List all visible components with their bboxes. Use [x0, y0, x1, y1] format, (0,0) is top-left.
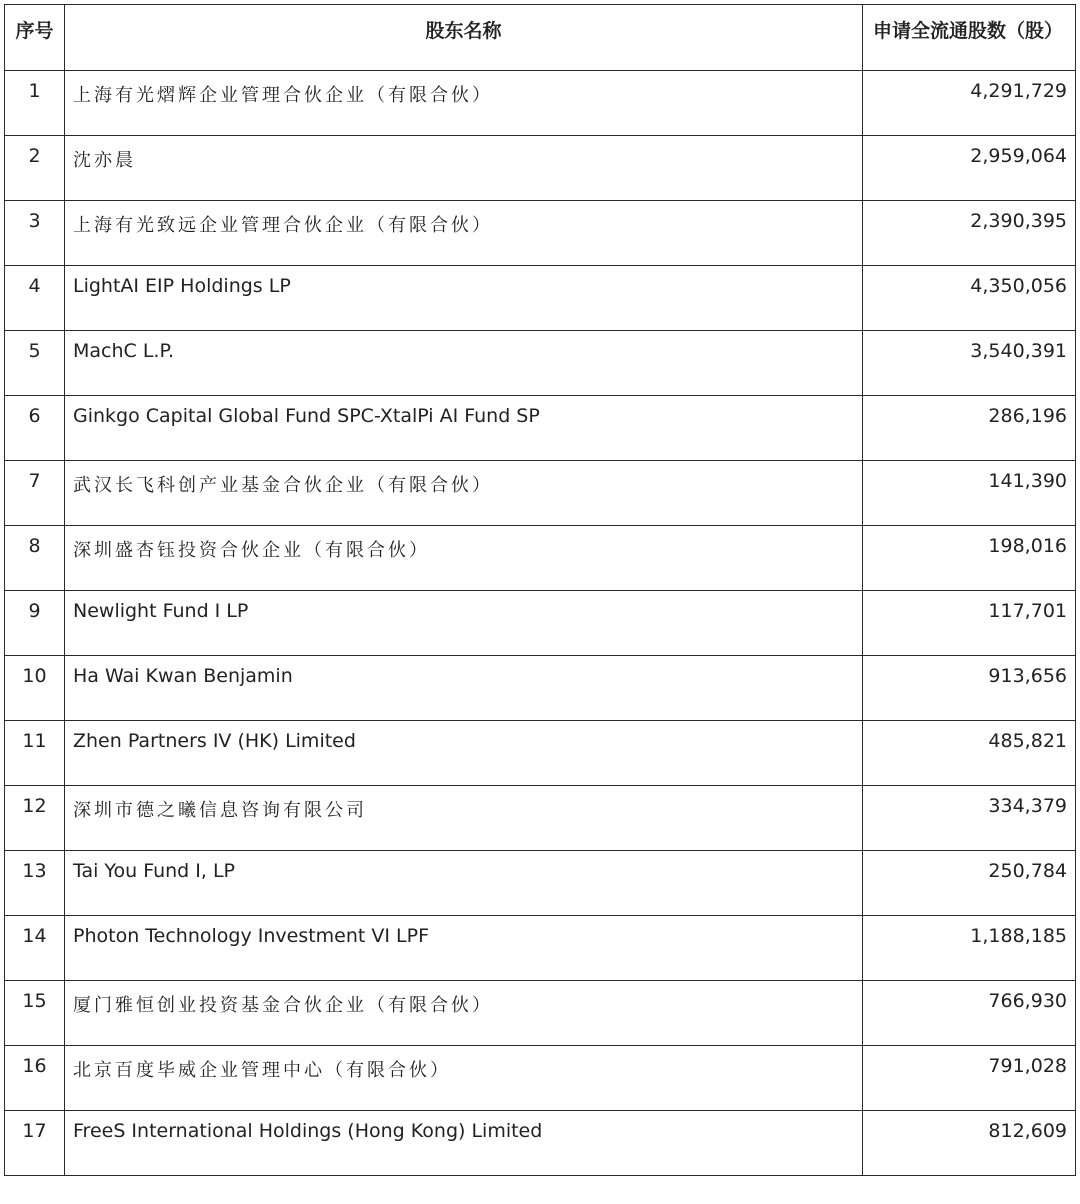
row-shareholder-name: Ginkgo Capital Global Fund SPC-XtalPi AI Fund SP [65, 396, 863, 461]
header-serial-number: 序号 [5, 5, 65, 71]
row-circulation-shares: 1,188,185 [863, 916, 1076, 981]
table-row [5, 526, 1076, 591]
row-circulation-shares: 766,930 [863, 981, 1076, 1046]
row-serial-number: 11 [5, 721, 65, 786]
table-row [5, 201, 1076, 266]
row-shareholder-name: 上海有光致远企业管理合伙企业（有限合伙） [65, 201, 863, 266]
row-circulation-shares: 141,390 [863, 461, 1076, 526]
row-serial-number: 15 [5, 981, 65, 1046]
row-shareholder-name: Photon Technology Investment VI LPF [65, 916, 863, 981]
row-shareholder-name: 深圳盛杏钰投资合伙企业（有限合伙） [65, 526, 863, 591]
row-shareholder-name: FreeS International Holdings (Hong Kong) Limited [65, 1111, 863, 1176]
table-row [5, 396, 1076, 461]
header-shareholder-name: 股东名称 [65, 5, 863, 71]
row-serial-number: 12 [5, 786, 65, 851]
row-serial-number: 8 [5, 526, 65, 591]
row-circulation-shares: 791,028 [863, 1046, 1076, 1111]
row-shareholder-name: LightAI EIP Holdings LP [65, 266, 863, 331]
table-row [5, 1111, 1076, 1176]
row-shareholder-name: MachC L.P. [65, 331, 863, 396]
row-serial-number: 1 [5, 71, 65, 136]
row-serial-number: 2 [5, 136, 65, 201]
row-circulation-shares: 812,609 [863, 1111, 1076, 1176]
row-serial-number: 7 [5, 461, 65, 526]
row-serial-number: 9 [5, 591, 65, 656]
row-circulation-shares: 334,379 [863, 786, 1076, 851]
table-body [5, 71, 1076, 1176]
header-circulation-shares: 申请全流通股数（股） [863, 5, 1076, 71]
row-serial-number: 10 [5, 656, 65, 721]
table-row [5, 461, 1076, 526]
row-circulation-shares: 117,701 [863, 591, 1076, 656]
table-row [5, 851, 1076, 916]
row-shareholder-name: 深圳市德之曦信息咨询有限公司 [65, 786, 863, 851]
table-row [5, 981, 1076, 1046]
row-shareholder-name: 厦门雅恒创业投资基金合伙企业（有限合伙） [65, 981, 863, 1046]
row-shareholder-name: Zhen Partners IV (HK) Limited [65, 721, 863, 786]
table-row [5, 331, 1076, 396]
row-serial-number: 16 [5, 1046, 65, 1111]
row-circulation-shares: 3,540,391 [863, 331, 1076, 396]
row-circulation-shares: 2,390,395 [863, 201, 1076, 266]
shareholder-table-container [4, 4, 1075, 1204]
row-circulation-shares: 286,196 [863, 396, 1076, 461]
table-row [5, 266, 1076, 331]
table-row [5, 71, 1076, 136]
row-shareholder-name: Ha Wai Kwan Benjamin [65, 656, 863, 721]
row-circulation-shares: 4,291,729 [863, 71, 1076, 136]
row-circulation-shares: 485,821 [863, 721, 1076, 786]
row-shareholder-name: 北京百度毕威企业管理中心（有限合伙） [65, 1046, 863, 1111]
row-serial-number: 6 [5, 396, 65, 461]
row-serial-number: 14 [5, 916, 65, 981]
row-serial-number: 3 [5, 201, 65, 266]
row-circulation-shares: 198,016 [863, 526, 1076, 591]
table-row [5, 721, 1076, 786]
table-row [5, 136, 1076, 201]
table-row [5, 916, 1076, 981]
row-shareholder-name: Tai You Fund I, LP [65, 851, 863, 916]
table-row [5, 1046, 1076, 1111]
table-header-row [5, 5, 1076, 71]
row-shareholder-name: 沈亦晨 [65, 136, 863, 201]
table-row [5, 786, 1076, 851]
row-shareholder-name: 武汉长飞科创产业基金合伙企业（有限合伙） [65, 461, 863, 526]
shareholder-table [4, 4, 1076, 1176]
row-shareholder-name: Newlight Fund I LP [65, 591, 863, 656]
table-row [5, 656, 1076, 721]
row-circulation-shares: 4,350,056 [863, 266, 1076, 331]
row-circulation-shares: 250,784 [863, 851, 1076, 916]
row-serial-number: 13 [5, 851, 65, 916]
table-row [5, 591, 1076, 656]
row-circulation-shares: 913,656 [863, 656, 1076, 721]
row-serial-number: 17 [5, 1111, 65, 1176]
row-serial-number: 4 [5, 266, 65, 331]
row-serial-number: 5 [5, 331, 65, 396]
row-shareholder-name: 上海有光熠辉企业管理合伙企业（有限合伙） [65, 71, 863, 136]
row-circulation-shares: 2,959,064 [863, 136, 1076, 201]
